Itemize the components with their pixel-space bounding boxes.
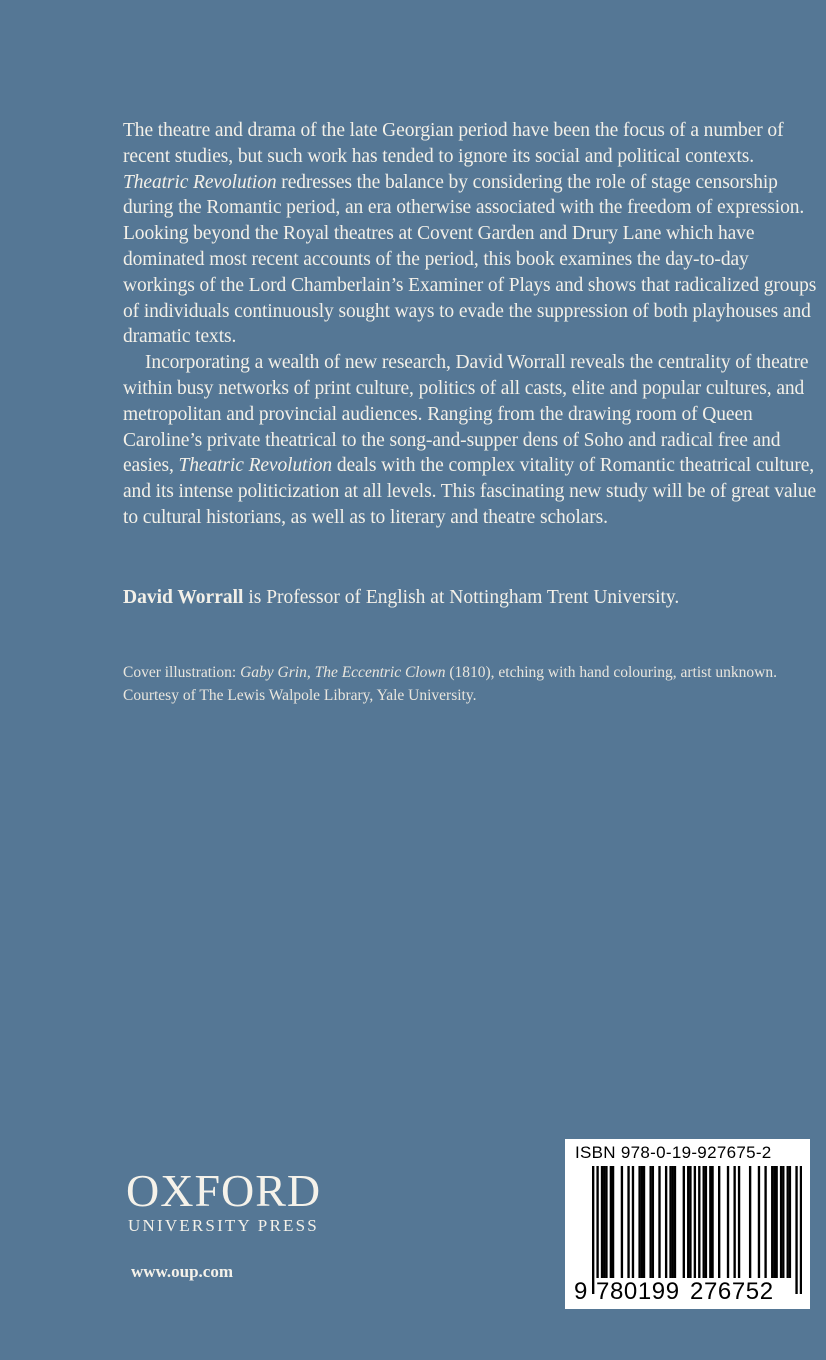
barcode-bar bbox=[605, 1166, 607, 1278]
barcode-bar bbox=[652, 1166, 654, 1278]
barcode-bar bbox=[758, 1166, 760, 1278]
barcode-bar bbox=[672, 1166, 674, 1278]
barcode-bar bbox=[601, 1166, 603, 1278]
author-bio bbox=[123, 585, 813, 611]
barcode-bar bbox=[669, 1166, 671, 1278]
cover-credit bbox=[123, 661, 783, 707]
barcode-bar bbox=[780, 1166, 782, 1278]
barcode-bar bbox=[718, 1166, 720, 1278]
author-name: David Worrall bbox=[123, 587, 244, 608]
barcode-bar bbox=[638, 1166, 640, 1278]
barcode-bar bbox=[689, 1166, 691, 1278]
barcode bbox=[565, 1139, 810, 1309]
barcode-bar bbox=[694, 1166, 696, 1294]
blurb bbox=[123, 118, 823, 531]
barcode-bar bbox=[787, 1166, 789, 1278]
barcode-bar bbox=[632, 1166, 634, 1278]
barcode-bar bbox=[643, 1166, 645, 1278]
barcode-bar bbox=[612, 1166, 614, 1278]
barcode-bar bbox=[705, 1166, 707, 1278]
barcode-bar bbox=[596, 1166, 598, 1294]
isbn-label: ISBN 978-0-19-927675-2 bbox=[575, 1143, 772, 1162]
barcode-bar bbox=[795, 1166, 797, 1294]
italic-title: Gaby Grin, The Eccentric Clown bbox=[240, 664, 446, 681]
barcode-bar bbox=[800, 1166, 802, 1294]
barcode-bar bbox=[789, 1166, 791, 1278]
barcode-bar bbox=[687, 1166, 689, 1278]
blurb-paragraph-2 bbox=[123, 350, 823, 531]
barcode-bar bbox=[733, 1166, 735, 1278]
isbn-group-right: 276752 bbox=[690, 1278, 774, 1305]
publisher-subtitle: UNIVERSITY PRESS bbox=[128, 1216, 319, 1235]
barcode-bar bbox=[649, 1166, 651, 1278]
text-run: Cover illustration: bbox=[123, 664, 241, 681]
isbn-group-left: 780199 bbox=[596, 1278, 680, 1305]
barcode-bars bbox=[592, 1166, 802, 1294]
text-run: deals with the complex vitality of Romantic theatrical culture, and its intense politicization at all levels. This fascinating new study will be of great value to cultural historians, as well as to literary and theatre scholars. bbox=[123, 455, 817, 528]
barcode-bar bbox=[771, 1166, 773, 1278]
barcode-bar bbox=[592, 1166, 594, 1294]
blurb-paragraph-1 bbox=[123, 118, 823, 350]
barcode-bar bbox=[658, 1166, 660, 1278]
isbn-first-digit: 9 bbox=[574, 1278, 588, 1305]
publisher-logo: OXFORD bbox=[126, 1165, 322, 1216]
barcode-bar bbox=[641, 1166, 643, 1278]
italic-title: Theatric Revolution bbox=[178, 455, 333, 477]
barcode-bar bbox=[711, 1166, 713, 1278]
barcode-bar bbox=[610, 1166, 612, 1278]
barcode-bar bbox=[782, 1166, 784, 1278]
barcode-bar bbox=[665, 1166, 667, 1278]
barcode-bar bbox=[621, 1166, 623, 1278]
barcode-bar bbox=[764, 1166, 766, 1278]
barcode-bar bbox=[674, 1166, 676, 1278]
barcode-bar bbox=[738, 1166, 740, 1278]
barcode-bar bbox=[775, 1166, 777, 1278]
barcode-bar bbox=[709, 1166, 711, 1278]
barcode-bar bbox=[627, 1166, 629, 1278]
barcode-bar bbox=[603, 1166, 605, 1278]
text-run: The theatre and drama of the late Georgian period have been the focus of a number of recent studies, but such work has tended to ignore its social and political contexts. bbox=[123, 120, 784, 167]
barcode-bar bbox=[773, 1166, 775, 1278]
text-run: Incorporating a wealth of new research, David Worrall reveals the centrality of theatre within busy networks of print culture, politics of all casts, elite and popular cultures, and metropolitan and provincial audiences. Ranging from the drawing room of Queen Caroline’s private theatrical to the song-and-supper dens of Soho and radical free and easies, bbox=[123, 352, 809, 477]
text-run: redresses the balance by considering the role of stage censorship during the Romantic period, an era otherwise associated with the freedom of expression. Looking beyond the Royal theatres at Covent Garden and Drury Lane which have dominated most recent accounts of the period, this book examines the day-to-day workings of the Lord Chamberlain’s Examiner of Plays and shows that radicalized groups of individuals continuously sought ways to evade the suppression of both playhouses and dramatic texts. bbox=[123, 171, 817, 348]
barcode-bar bbox=[703, 1166, 705, 1278]
italic-title: Theatric Revolution bbox=[123, 171, 277, 193]
text-run: (1810), etching with hand colouring, artist unknown. Courtesy of The Lewis Walpole Library, Yale University. bbox=[123, 664, 777, 704]
barcode-bar bbox=[683, 1166, 685, 1278]
barcode-bar bbox=[698, 1166, 700, 1294]
author-bio-text: is Professor of English at Nottingham Trent University. bbox=[243, 587, 680, 608]
publisher-url: www.oup.com bbox=[131, 1262, 234, 1281]
barcode-bar bbox=[749, 1166, 751, 1278]
barcode-bar bbox=[727, 1166, 729, 1278]
